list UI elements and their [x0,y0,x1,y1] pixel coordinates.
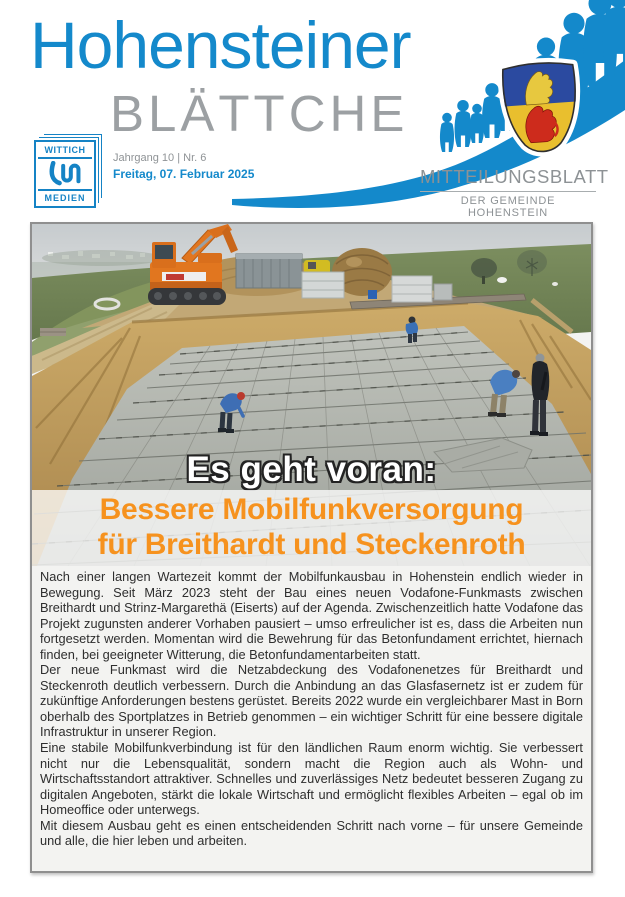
wittich-monogram-icon [45,161,85,187]
publication-subtitle: DER GEMEINDE HOHENSTEIN [460,195,556,219]
medien-logo-text: MEDIEN [38,189,92,203]
article-paragraph: Eine stabile Mobilfunkverbindung ist für den ländlichen Raum enorm wichtig. Sie verbessert nicht nur die Lebensqualität, sondern macht die Region auch als Wohn- und Wirtschaftsstandort attraktiver. Schnelles und zuverlässiges Netz bedeutet besseren Zugang zu digitalen Angeboten, stärkt die lokale Wirtschaft und ermöglicht flexibles Arbeiten – egal ob im Homeoffice oder unterwegs. [40,740,583,818]
issue-info [113,152,254,181]
front-article-box [30,222,593,873]
article-body [32,566,591,849]
article-headline-line2: für Breithardt und Steckenroth [97,528,526,561]
article-paragraph: Mit diesem Ausbau geht es einen entscheidenden Schritt nach vorne – für unsere Gemeinde und alle, die hier leben und arbeiten. [40,817,583,849]
article-paragraph: Der neue Funkmast wird die Netzabdeckung des Vodafonenetzes für Breithardt und Steckenroth deutlich verbessern. Durch die Anbindung an das Glasfasernetz ist er zudem für zukünftige Anforderungen bestens gerüstet. Bereits 2022 wurde ein vergleichbarer Mast in Born oberhalb des Sportplatzes in Betrieb genommen – ein wichtiger Schritt für eine bessere digitale Infrastruktur in unserer Region. [40,662,583,740]
headline-band [32,490,591,566]
article-kicker: Es geht voran: [186,450,437,489]
newsletter-title: Hohensteiner [30,8,411,82]
newsletter-subtitle: BLÄTTCHE [110,85,409,142]
wittich-logo-text: WITTICH [38,145,92,159]
wittich-medien-logo [34,140,96,208]
construction-photo [32,224,591,566]
issue-number: Jahrgang 10 | Nr. 6 [113,152,207,164]
publication-type-block [420,166,609,219]
publication-type: MITTEILUNGSBLATT [420,166,596,192]
article-headline-line1: Bessere Mobilfunkversorgung [99,493,524,526]
article-paragraph: Nach einer langen Wartezeit kommt der Mobilfunkausbau in Hohenstein endlich wieder in Bewegung. Seit März 2023 steht der Bau eines neuen Vodafone-Funkmasts zwischen Breithardt und Strinz-Margarethä (Eiserts) auf der Agenda. Zwischenzeitlich hatte Vodafone das Projekt zugunsten anderer Vorhaben pausiert – umso erfreulicher ist es, dass die Arbeiten nun fortgesetzt werden. Momentan wird die Bewehrung für das Betonfundament errichtet, hiernach finden, bei geeigneter Witterung, die Betonfundamentarbeiten statt. [40,569,583,662]
issue-date: Freitag, 07. Februar 2025 [113,167,255,181]
